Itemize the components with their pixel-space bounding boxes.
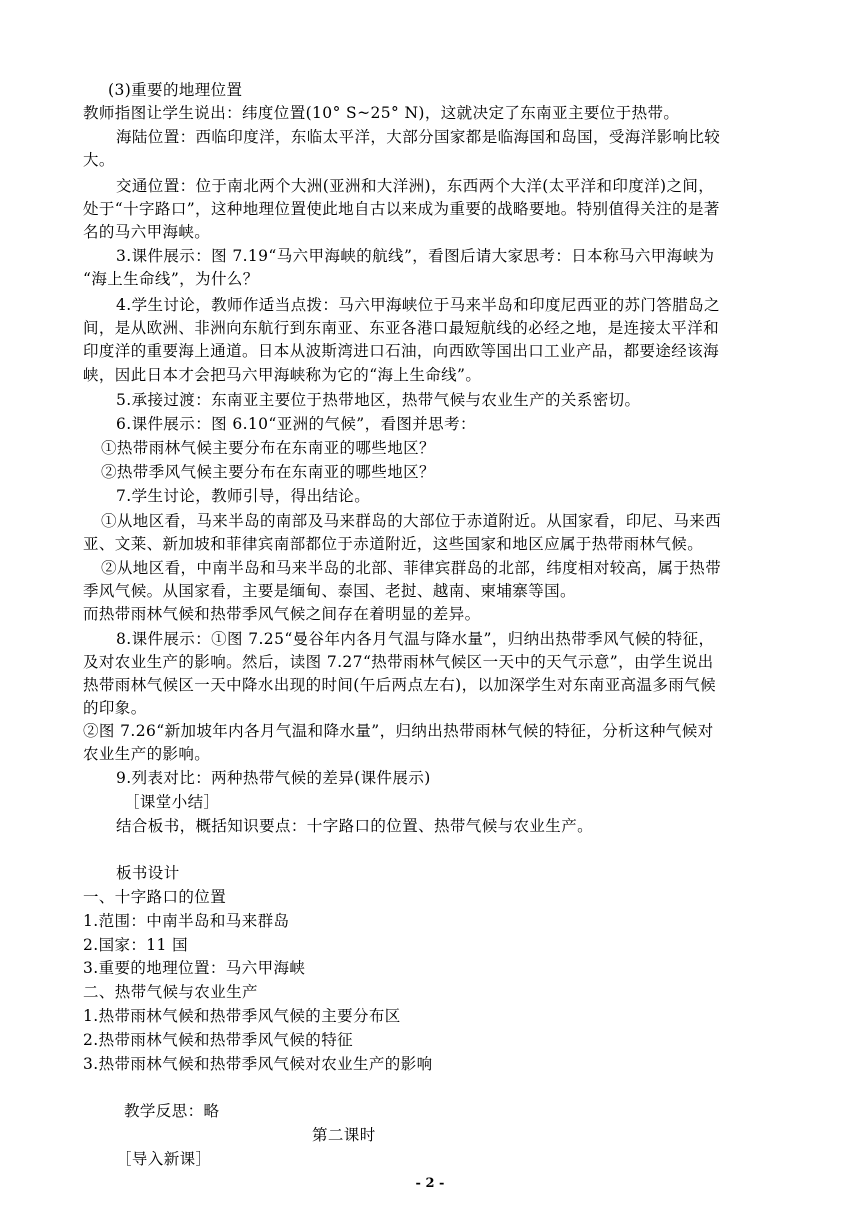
paragraph-line: 及对农业生产的影响。然后，读图 7.27“热带雨林气候区一天中的天气示意”，由学生说出 <box>83 653 714 671</box>
paragraph-line: ①从地区看，马来半岛的南部及马来群岛的大部位于赤道附近。从国家看，印尼、马来西 <box>101 512 722 530</box>
paragraph-line: 峡，因此日本才会把马六甲海峡称为它的“海上生命线”。 <box>83 366 482 384</box>
lesson-title: 第二课时 <box>312 1126 376 1144</box>
paragraph-line: 季风气候。从国家看，主要是缅甸、泰国、老挝、越南、柬埔寨等国。 <box>83 582 576 600</box>
paragraph-line: 结合板书，概括知识要点：十字路口的位置、热带气候与农业生产。 <box>116 817 594 835</box>
question-item: ②热带季风气候主要分布在东南亚的哪些地区？ <box>101 463 435 481</box>
outline-item: 2.热带雨林气候和热带季风气候的特征 <box>83 1031 353 1049</box>
paragraph-line: 7.学生讨论，教师引导，得出结论。 <box>116 487 371 505</box>
outline-item: 2.国家：11 国 <box>83 936 189 954</box>
outline-item: 3.热带雨林气候和热带季风气候对农业生产的影响 <box>83 1055 433 1073</box>
outline-item: 一、十字路口的位置 <box>83 888 227 906</box>
reflection-line: 教学反思：略 <box>124 1102 220 1120</box>
paragraph-line: 交通位置：位于南北两个大洲(亚洲和大洋洲)，东西两个大洋(太平洋和印度洋)之间， <box>116 177 715 195</box>
paragraph-line: 间，是从欧洲、非洲向东航行到东南亚、东亚各港口最短航线的必经之地，是连接太平洋和 <box>83 319 720 337</box>
paragraph-line: 4.学生讨论，教师作适当点拨：马六甲海峡位于马来半岛和印度尼西亚的苏门答腊岛之 <box>116 296 720 314</box>
paragraph-line: 海陆位置：西临印度洋，东临太平洋，大部分国家都是临海国和岛国，受海洋影响比较 <box>116 128 721 146</box>
paragraph-line: 5.承接过渡：东南亚主要位于热带地区，热带气候与农业生产的关系密切。 <box>116 391 641 409</box>
paragraph-line: 教师指图让学生说出：纬度位置(10° S~25° N)，这就决定了东南亚主要位于热带。 <box>83 104 680 122</box>
paragraph-line: 8.课件展示：①图 7.25“曼谷年内各月气温与降水量”，归纳出热带季风气候的特征， <box>116 630 715 648</box>
section-heading: (3)重要的地理位置 <box>108 81 243 99</box>
paragraph-line: 而热带雨林气候和热带季风气候之间存在着明显的差异。 <box>83 605 481 623</box>
paragraph-line: 处于“十字路口”，这种地理位置使此地自古以来成为重要的战略要地。特别值得关注的是著 <box>83 200 720 218</box>
paragraph-line: 农业生产的影响。 <box>83 745 211 763</box>
paragraph-line: 的印象。 <box>83 699 147 717</box>
paragraph-line: 3.课件展示：图 7.19“马六甲海峡的航线”，看图后请大家思考：日本称马六甲海峡为 <box>116 247 715 265</box>
paragraph-line: 9.列表对比：两种热带气候的差异(课件展示) <box>116 769 431 787</box>
paragraph-line: ②图 7.26“新加坡年内各月气温和降水量”，归纳出热带雨林气候的特征，分析这种气候对 <box>83 722 714 740</box>
paragraph-line: ②从地区看，中南半岛和马来半岛的北部、菲律宾群岛的北部，纬度相对较高，属于热带 <box>101 559 722 577</box>
outline-item: 3.重要的地理位置：马六甲海峡 <box>83 959 306 977</box>
section-heading: ［课堂小结］ <box>124 793 220 811</box>
page-number: - 2 - <box>415 1176 445 1191</box>
paragraph-line: 亚、文莱、新加坡和菲律宾南部都位于赤道附近，这些国家和地区应属于热带雨林气候。 <box>83 535 704 553</box>
paragraph-line: 大。 <box>83 151 115 169</box>
paragraph-line: “海上生命线”，为什么？ <box>83 270 259 288</box>
paragraph-line: 印度洋的重要海上通道。日本从波斯湾进口石油，向西欧等国出口工业产品，都要途经该海 <box>83 342 720 360</box>
paragraph-line: 热带雨林气候区一天中降水出现的时间(午后两点左右)，以加深学生对东南亚高温多雨气候 <box>83 676 716 694</box>
section-heading: 板书设计 <box>116 864 180 882</box>
outline-item: 二、热带气候与农业生产 <box>83 983 258 1001</box>
outline-item: 1.热带雨林气候和热带季风气候的主要分布区 <box>83 1007 401 1025</box>
question-item: ①热带雨林气候主要分布在东南亚的哪些地区？ <box>101 439 435 457</box>
outline-item: 1.范围：中南半岛和马来群岛 <box>83 912 290 930</box>
paragraph-line: 6.课件展示：图 6.10“亚洲的气候”，看图并思考： <box>116 415 476 433</box>
paragraph-line: 名的马六甲海峡。 <box>83 223 211 241</box>
section-heading: ［导入新课］ <box>116 1150 212 1168</box>
